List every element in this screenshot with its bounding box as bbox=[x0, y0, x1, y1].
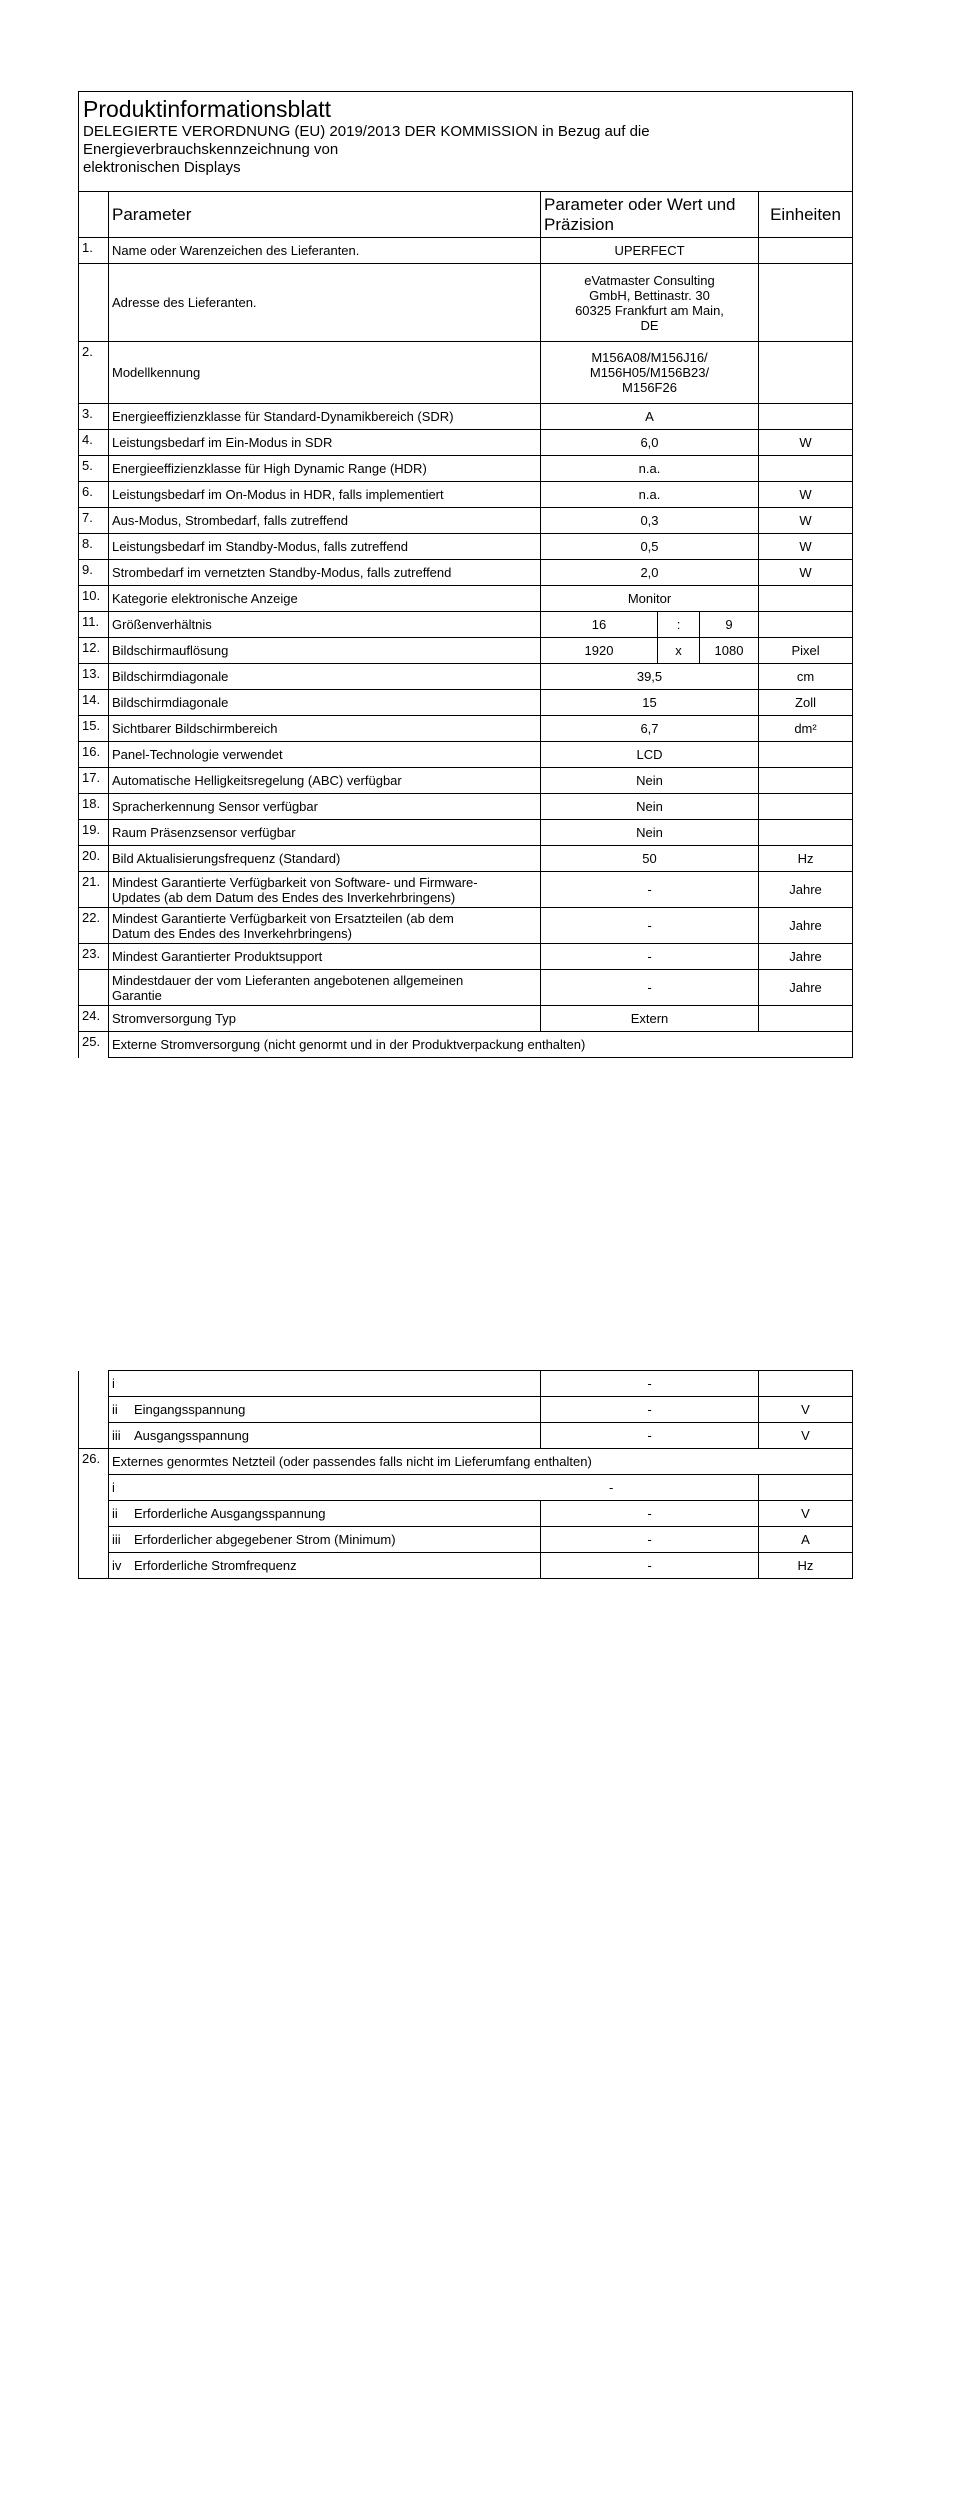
row-number: 3. bbox=[79, 404, 109, 430]
row-number: 19. bbox=[79, 820, 109, 846]
table-row bbox=[79, 742, 853, 768]
row-label: Name oder Warenzeichen des Lieferanten. bbox=[109, 238, 541, 264]
row-unit bbox=[759, 794, 853, 820]
row-value: - bbox=[541, 1553, 759, 1579]
row-unit bbox=[759, 820, 853, 846]
row-value-part: 1080 bbox=[700, 638, 759, 664]
table-row bbox=[79, 1553, 853, 1579]
row-value-line: 60325 Frankfurt am Main, bbox=[575, 302, 724, 318]
row-value: 0,3 bbox=[541, 508, 759, 534]
row-number: 16. bbox=[79, 742, 109, 768]
row-label: Strombedarf im vernetzten Standby-Modus, falls zutreffend bbox=[109, 560, 541, 586]
row-number: 2. bbox=[79, 342, 109, 404]
row-value: 15 bbox=[541, 690, 759, 716]
row-unit: A bbox=[759, 1527, 853, 1553]
table-row bbox=[79, 1423, 853, 1449]
table-row bbox=[79, 690, 853, 716]
row-label: Adresse des Lieferanten. bbox=[109, 264, 541, 342]
row-value-line: M156F26 bbox=[622, 380, 677, 395]
table-row bbox=[79, 508, 853, 534]
table-row bbox=[79, 342, 853, 404]
row-unit bbox=[759, 404, 853, 430]
row-value-part: 1920 bbox=[541, 638, 658, 664]
table-row bbox=[79, 1032, 853, 1058]
row-label: Bildschirmauflösung bbox=[109, 638, 541, 664]
row-label: Externes genormtes Netzteil (oder passendes falls nicht im Lieferumfang enthalten) bbox=[109, 1449, 853, 1475]
row-label: Raum Präsenzsensor verfügbar bbox=[109, 820, 541, 846]
sub-label: iii Ausgangsspannung bbox=[109, 1423, 541, 1449]
table-row bbox=[79, 664, 853, 690]
row-value-part: : bbox=[658, 612, 700, 638]
row-value: Extern bbox=[541, 1006, 759, 1032]
sub-label: ii Erforderliche Ausgangsspannung bbox=[109, 1501, 541, 1527]
row-number bbox=[79, 1423, 109, 1449]
table-row bbox=[79, 1006, 853, 1032]
row-unit bbox=[759, 1371, 853, 1397]
row-number: 12. bbox=[79, 638, 109, 664]
row-value-line: M156H05/M156B23/ bbox=[589, 365, 710, 380]
row-label: Automatische Helligkeitsregelung (ABC) verfügbar bbox=[109, 768, 541, 794]
row-number bbox=[79, 970, 109, 1006]
row-number: 11. bbox=[79, 612, 109, 638]
row-unit bbox=[759, 742, 853, 768]
row-value: Nein bbox=[541, 820, 759, 846]
row-value: - bbox=[541, 908, 759, 944]
regulation-line-3: elektronischen Displays bbox=[83, 159, 241, 176]
table-row bbox=[79, 716, 853, 742]
row-label: Leistungsbedarf im Standby-Modus, falls zutreffend bbox=[109, 534, 541, 560]
row-label: Bildschirmdiagonale bbox=[109, 664, 541, 690]
row-label-line: Mindest Garantierte Verfügbarkeit von Software- und Firmware- bbox=[112, 874, 478, 890]
row-number: 21. bbox=[79, 872, 109, 908]
row-unit: Hz bbox=[759, 1553, 853, 1579]
row-number: 17. bbox=[79, 768, 109, 794]
row-label: Stromversorgung Typ bbox=[109, 1006, 541, 1032]
row-unit bbox=[759, 586, 853, 612]
row-label: Modellkennung bbox=[109, 342, 541, 404]
table-row bbox=[79, 1449, 853, 1475]
row-label bbox=[109, 970, 541, 1006]
row-value: 2,0 bbox=[541, 560, 759, 586]
row-value-line: M156A08/M156J16/ bbox=[591, 350, 708, 365]
info-table-part2 bbox=[78, 1370, 853, 1579]
row-value bbox=[541, 342, 759, 404]
row-unit bbox=[759, 612, 853, 638]
row-unit: W bbox=[759, 482, 853, 508]
row-label bbox=[109, 908, 541, 944]
row-number bbox=[79, 264, 109, 342]
column-header-parameter: Parameter bbox=[109, 192, 541, 238]
row-number bbox=[79, 1475, 109, 1501]
row-value: 0,5 bbox=[541, 534, 759, 560]
row-label: Energieeffizienzklasse für Standard-Dynamikbereich (SDR) bbox=[109, 404, 541, 430]
row-value: - bbox=[541, 1423, 759, 1449]
row-number: 4. bbox=[79, 430, 109, 456]
row-value-line: GmbH, Bettinastr. 30 bbox=[589, 287, 710, 303]
table-row bbox=[79, 970, 853, 1006]
table-row bbox=[79, 586, 853, 612]
row-unit bbox=[759, 1475, 853, 1501]
row-value: - bbox=[541, 944, 759, 970]
row-value: - bbox=[541, 1371, 759, 1397]
table-row bbox=[79, 872, 853, 908]
table-row bbox=[79, 430, 853, 456]
header-num-cell bbox=[79, 192, 109, 238]
table-row bbox=[79, 612, 853, 638]
row-label: Sichtbarer Bildschirmbereich bbox=[109, 716, 541, 742]
row-unit bbox=[759, 238, 853, 264]
table-row bbox=[79, 404, 853, 430]
row-label bbox=[109, 872, 541, 908]
row-value-part: x bbox=[658, 638, 700, 664]
row-number: 22. bbox=[79, 908, 109, 944]
regulation-line-2: Energieverbrauchskennzeichnung von bbox=[83, 141, 339, 158]
row-unit: Zoll bbox=[759, 690, 853, 716]
row-value: n.a. bbox=[541, 482, 759, 508]
row-unit: W bbox=[759, 508, 853, 534]
table-row bbox=[79, 482, 853, 508]
row-unit: V bbox=[759, 1397, 853, 1423]
row-number: 20. bbox=[79, 846, 109, 872]
row-value: - bbox=[541, 1397, 759, 1423]
row-number: 25. bbox=[79, 1032, 109, 1058]
row-value-line: eVatmaster Consulting bbox=[584, 272, 715, 288]
row-value-line: DE bbox=[640, 317, 659, 333]
row-number: 13. bbox=[79, 664, 109, 690]
table-row bbox=[79, 534, 853, 560]
row-number bbox=[79, 1553, 109, 1579]
row-number: 7. bbox=[79, 508, 109, 534]
row-label: Bild Aktualisierungsfrequenz (Standard) bbox=[109, 846, 541, 872]
row-number: 15. bbox=[79, 716, 109, 742]
row-number: 18. bbox=[79, 794, 109, 820]
row-value-part: 9 bbox=[700, 612, 759, 638]
row-unit: cm bbox=[759, 664, 853, 690]
table-row bbox=[79, 1475, 853, 1501]
row-number: 1. bbox=[79, 238, 109, 264]
table-row bbox=[79, 264, 853, 342]
table-row bbox=[79, 456, 853, 482]
row-value: 6,7 bbox=[541, 716, 759, 742]
row-label: Energieeffizienzklasse für High Dynamic Range (HDR) bbox=[109, 456, 541, 482]
row-value: LCD bbox=[541, 742, 759, 768]
row-value: - bbox=[541, 1527, 759, 1553]
row-value: Nein bbox=[541, 768, 759, 794]
row-number: 23. bbox=[79, 944, 109, 970]
row-unit bbox=[759, 1006, 853, 1032]
sheet-title: Produktinformationsblatt bbox=[83, 96, 332, 122]
sub-label: ii Eingangsspannung bbox=[109, 1397, 541, 1423]
row-number bbox=[79, 1501, 109, 1527]
row-unit: V bbox=[759, 1423, 853, 1449]
row-number: 14. bbox=[79, 690, 109, 716]
row-number: 10. bbox=[79, 586, 109, 612]
row-number: 24. bbox=[79, 1006, 109, 1032]
row-number bbox=[79, 1371, 109, 1397]
row-number: 26. bbox=[79, 1449, 109, 1475]
row-unit: Hz bbox=[759, 846, 853, 872]
row-label: Mindest Garantierter Produktsupport bbox=[109, 944, 541, 970]
regulation-line-1: DELEGIERTE VERORDNUNG (EU) 2019/2013 DER KOMMISSION in Bezug auf die bbox=[83, 123, 650, 140]
row-label-line: Mindestdauer der vom Lieferanten angebotenen allgemeinen bbox=[112, 972, 464, 988]
row-value: - bbox=[609, 1480, 614, 1495]
row-unit: dm² bbox=[759, 716, 853, 742]
row-label: Leistungsbedarf im Ein-Modus in SDR bbox=[109, 430, 541, 456]
table-row bbox=[79, 846, 853, 872]
column-header-value: Parameter oder Wert und Präzision bbox=[541, 192, 759, 238]
table-row bbox=[79, 238, 853, 264]
sub-label: iv Erforderliche Stromfrequenz bbox=[109, 1553, 541, 1579]
row-unit: Jahre bbox=[759, 970, 853, 1006]
row-value: 39,5 bbox=[541, 664, 759, 690]
row-unit: W bbox=[759, 534, 853, 560]
row-value: n.a. bbox=[541, 456, 759, 482]
row-label-line: Datum des Endes des Inverkehrbringens) bbox=[112, 925, 352, 941]
row-label-line: Updates (ab dem Datum des Endes des Inverkehrbringens) bbox=[112, 889, 456, 905]
row-label: Spracherkennung Sensor verfügbar bbox=[109, 794, 541, 820]
row-number bbox=[79, 1527, 109, 1553]
product-information-sheet-continued bbox=[78, 1370, 852, 1579]
row-label: Externe Stromversorgung (nicht genormt und in der Produktverpackung enthalten) bbox=[109, 1032, 853, 1058]
table-row bbox=[79, 820, 853, 846]
product-information-sheet bbox=[78, 91, 852, 1058]
table-row bbox=[79, 794, 853, 820]
row-label: Größenverhältnis bbox=[109, 612, 541, 638]
row-unit: Jahre bbox=[759, 872, 853, 908]
row-unit bbox=[759, 768, 853, 794]
row-number: 5. bbox=[79, 456, 109, 482]
row-label: Panel-Technologie verwendet bbox=[109, 742, 541, 768]
row-unit bbox=[759, 264, 853, 342]
row-value: 50 bbox=[541, 846, 759, 872]
header-cell bbox=[79, 92, 853, 192]
table-row bbox=[79, 768, 853, 794]
row-value: UPERFECT bbox=[541, 238, 759, 264]
row-unit: V bbox=[759, 1501, 853, 1527]
row-unit bbox=[759, 456, 853, 482]
row-number: 9. bbox=[79, 560, 109, 586]
row-unit: Pixel bbox=[759, 638, 853, 664]
row-label-line: Garantie bbox=[112, 987, 162, 1003]
row-label-line: Mindest Garantierte Verfügbarkeit von Ersatzteilen (ab dem bbox=[112, 910, 454, 926]
column-header-unit: Einheiten bbox=[759, 192, 853, 238]
table-row bbox=[79, 908, 853, 944]
row-label: Bildschirmdiagonale bbox=[109, 690, 541, 716]
table-row bbox=[79, 944, 853, 970]
row-label: Kategorie elektronische Anzeige bbox=[109, 586, 541, 612]
row-value: 6,0 bbox=[541, 430, 759, 456]
row-unit: W bbox=[759, 560, 853, 586]
table-row bbox=[79, 638, 853, 664]
table-row bbox=[79, 1397, 853, 1423]
row-number bbox=[79, 1397, 109, 1423]
row-value: - bbox=[541, 872, 759, 908]
row-value: Nein bbox=[541, 794, 759, 820]
sub-label: i bbox=[109, 1371, 541, 1397]
table-row bbox=[79, 560, 853, 586]
table-row bbox=[79, 1371, 853, 1397]
row-value: - bbox=[541, 1501, 759, 1527]
table-row bbox=[79, 1501, 853, 1527]
row-label: Aus-Modus, Strombedarf, falls zutreffend bbox=[109, 508, 541, 534]
row-value-part: 16 bbox=[541, 612, 658, 638]
row-unit bbox=[759, 342, 853, 404]
row-value: Monitor bbox=[541, 586, 759, 612]
row-unit: Jahre bbox=[759, 908, 853, 944]
row-value: - bbox=[541, 970, 759, 1006]
sub-label: i - bbox=[109, 1475, 759, 1501]
row-label: Leistungsbedarf im On-Modus in HDR, falls implementiert bbox=[109, 482, 541, 508]
row-unit: Jahre bbox=[759, 944, 853, 970]
row-unit: W bbox=[759, 430, 853, 456]
sub-label: iii Erforderlicher abgegebener Strom (Minimum) bbox=[109, 1527, 541, 1553]
table-row bbox=[79, 1527, 853, 1553]
row-number: 6. bbox=[79, 482, 109, 508]
row-value bbox=[541, 264, 759, 342]
row-number: 8. bbox=[79, 534, 109, 560]
row-value: A bbox=[541, 404, 759, 430]
info-table-part1 bbox=[78, 91, 853, 1058]
